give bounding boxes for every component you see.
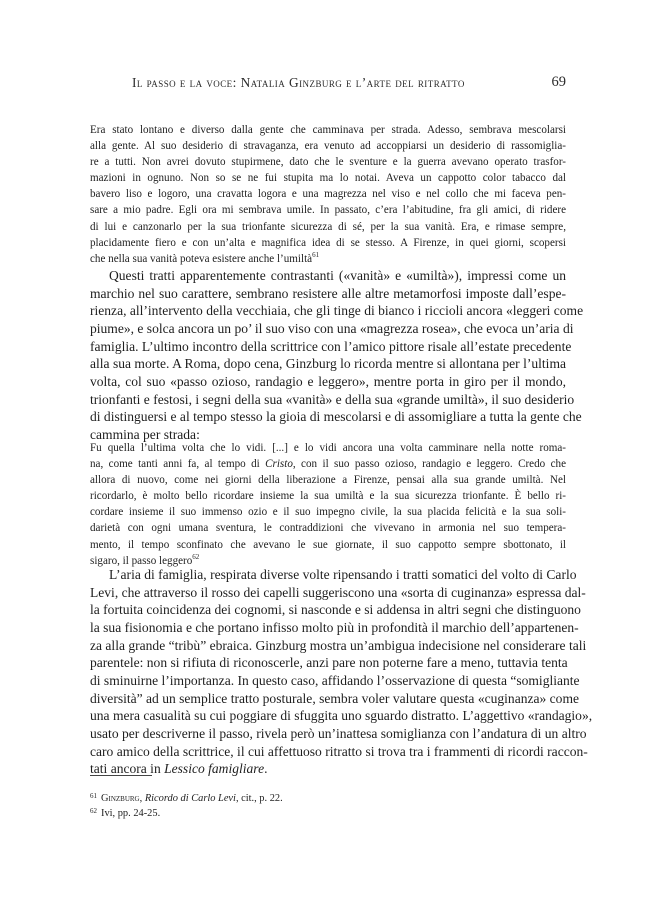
body-line: la fortuita coincidenza dei cognomi, si nasconde e si addensa in altri segni che distinguono [90, 602, 581, 618]
body-line: di sminuirne l’importanza. In questo caso, affidando l’osservazione di questa “somigliante [90, 672, 580, 688]
footnote-divider [90, 775, 152, 776]
italic-title: Cristo [265, 458, 293, 471]
quote-line: di lui e canzonarlo per la sua trionfante sicurezza di sé, per la sua vanità. Era, e rimase sempre, [90, 220, 566, 233]
footnote-text: , cit., p. 22. [235, 793, 283, 804]
body-line: di distinguersi e al tempo stesso la gioia di mescolarsi e di assomigliare a tutta la gente che [90, 409, 582, 425]
body-text: tati ancora in [90, 761, 165, 777]
quote-line-text: che nella sua vanità poteva esistere anche l’umiltà [90, 252, 313, 265]
quote-line: alla gente. Al suo desiderio di stravaganza, era venuto ad accoppiarsi un desiderio di rassomiglia- [90, 140, 566, 153]
footnote-reference: 62 [192, 552, 200, 561]
quote-line: cordare insieme il suo immenso ozio e il suo impegno civile, la sua placida felicità e la sua soli- [90, 506, 566, 519]
quote-line-text: sigaro, il passo leggero [90, 554, 193, 567]
body-line: L’aria di famiglia, respirata diverse volte ripensando i tratti somatici del volto di Carlo [109, 567, 577, 582]
quote-line: Era stato lontano e diverso dalla gente che camminava per strada. Adesso, sembrava mescolarsi [90, 124, 566, 136]
body-line: za alla grande “tribù” ebraica. Ginzburg mostra un’ambigua indecisione nel considerare tali [90, 637, 587, 653]
body-line: famiglia. L’ultimo incontro della scrittrice con l’amico pittore risale all’estate precedente [90, 338, 572, 354]
body-line: Levi, che attraverso il rosso dei capelli suggeriscono una «sorta di cuginanza» espressa dal- [90, 584, 586, 600]
page-number: 69 [551, 74, 566, 90]
body-line: rienza, all’intervento della vecchiaia, che gli tinge di bianco i riccioli ancora «leggeri come [90, 303, 584, 319]
footnote-number: 61 [90, 792, 97, 800]
body-line: cammina per strada: [90, 426, 200, 442]
quote-line: Fu quella l’ultima volta che lo vidi. [...] e lo vidi ancora una volta camminare nella notte roma- [90, 442, 566, 454]
italic-title: Lessico famigliare [164, 761, 265, 777]
body-line: marchio nel suo carattere, sembrano resistere alle altre metamorfosi imposte dall’espe- [90, 285, 566, 301]
running-title: Il passo e la voce: Natalia Ginzburg e l’arte del ritratto [132, 75, 465, 90]
quote-line: ricordarlo, è molto bello ricordare insieme la sua umiltà e la sua sicurezza trionfante. È bello ri- [90, 490, 566, 503]
quote-line: sare a mio padre. Egli ora mi sembrava umile. In passato, c’era l’abitudine, fra gli amici, di ridere [90, 204, 566, 217]
footnote-author: Ginzburg [101, 793, 140, 804]
body-line: trionfanti e festosi, i segni della sua «vanità» e della sua «grande umiltà», il suo desiderio [90, 391, 575, 407]
body-line: alla sua morte. A Roma, dopo cena, Ginzburg lo ricorda mentre si allontana per l’ultima [90, 356, 566, 372]
body-line: una mera casualità su cui poggiare di sfuggita uno sguardo distratto. L’aggettivo «randagio», [90, 708, 593, 724]
body-text: . [264, 761, 268, 777]
running-header [90, 75, 566, 95]
body-line: usato per descriverne il passo, rivela però un’inattesa somiglianza con l’andatura di un altro [90, 725, 587, 741]
quote-text: , con il suo passo ozioso, randagio e leggero. Credo che [292, 458, 567, 471]
quote-line: placidamente fiero e con un’alta e magnifica idea di se stesso. A Firenze, in quei giorni, scopersi [90, 236, 566, 249]
footnote-work-title: Ricordo di Carlo Levi [144, 793, 236, 804]
quote-line: re a tutti. Non avrei dovuto stupirmene, dato che le sventure e la guerra avevano operato trasfor- [90, 156, 566, 169]
footnote-text: , [139, 793, 145, 804]
quote-line: mento, il tempo sconfinato che avevano le sue giornate, il suo cappotto sempre sbottonato, il [90, 538, 566, 551]
body-paragraph-1 [90, 267, 584, 444]
footnote-text: Ivi, pp. 24-25. [101, 808, 161, 819]
footnote-number: 62 [90, 807, 97, 815]
body-line: piume», e solca ancora un po’ il suo viso con una «magrezza rosea», che evoca un’aria di [90, 320, 574, 336]
quote-line: mazioni in ognuno. Non so se ne fui stupita ma lo notai. Aveva un cappotto color tabacco dal [90, 172, 566, 185]
body-line: diversità” ad un semplice tratto posturale, sembra voler valutare questa «cuginanza» come [90, 690, 580, 706]
body-line: volta, col suo «passo ozioso, randagio e leggero», mentre porta in giro per il mondo, [90, 373, 566, 389]
footnote-reference: 61 [312, 250, 320, 259]
quote-line: bavero liso e logoro, una cravatta logora e una magrezza nel viso e nel collo che mi faceva pen- [90, 188, 566, 201]
block-quote-1 [90, 122, 566, 267]
quote-line: allora di nuovo, come nei giorni della liberazione a Firenze, pensai alla sua grande umiltà. Nel [90, 474, 566, 487]
quote-line [90, 251, 566, 267]
quote-text: na, come tanti anni fa, al tempo di [90, 458, 266, 471]
body-line [90, 760, 566, 778]
quote-line [90, 456, 566, 472]
body-line: la sua fisionomia e che portano infisso molto più in profondità il marchio dell’appartenen- [90, 619, 579, 635]
block-quote-2 [90, 440, 566, 569]
body-paragraph-2 [90, 566, 593, 778]
quote-line: darietà con ogni umana sventura, le contraddizioni che vivevano in armonia nel suo tempera- [90, 522, 566, 535]
body-line: parentele: non si rifiuta di riconoscerle, anzi pare non poterne fare a meno, tuttavia tenta [90, 655, 568, 671]
body-line: Questi tratti apparentemente contrastanti («vanità» e «umiltà»), impressi come un [109, 268, 566, 283]
footnote-62 [90, 804, 160, 821]
body-line: caro amico della scrittrice, il cui affettuoso ritratto si trova tra i frammenti di ricordi raccon- [90, 743, 588, 759]
